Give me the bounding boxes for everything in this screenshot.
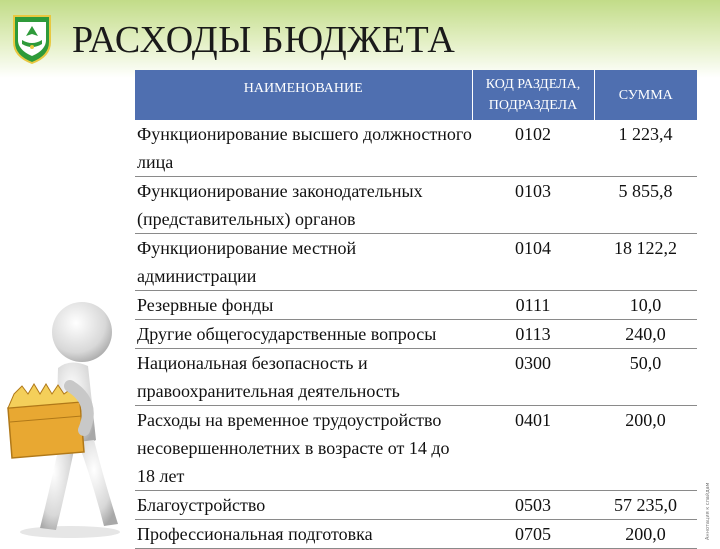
table-row bbox=[135, 120, 697, 177]
table-header-row bbox=[135, 70, 697, 120]
row-name: Благоустройство bbox=[137, 495, 266, 515]
row-name: Расходы на временное трудоустройство несовершеннолетних в возрасте от 14 до 18 лет bbox=[137, 410, 450, 486]
row-sum: 57 235,0 bbox=[614, 495, 677, 515]
row-sum: 18 122,2 bbox=[614, 238, 677, 258]
row-sum: 240,0 bbox=[625, 324, 666, 344]
row-code: 0111 bbox=[515, 295, 551, 315]
table-row bbox=[135, 491, 697, 520]
row-sum: 200,0 bbox=[625, 524, 666, 544]
row-sum: 5 855,8 bbox=[618, 181, 673, 201]
row-code: 0705 bbox=[515, 524, 551, 544]
table-row bbox=[135, 234, 697, 291]
table-row bbox=[135, 291, 697, 320]
person-carrying-box-icon bbox=[0, 290, 135, 540]
row-name: Резервные фонды bbox=[137, 295, 274, 315]
row-sum: 1 223,4 bbox=[618, 124, 673, 144]
row-sum: 10,0 bbox=[629, 295, 662, 315]
row-name: Функционирование местной администрации bbox=[137, 238, 357, 286]
row-name: Другие общегосударственные вопросы bbox=[137, 324, 437, 344]
table-row bbox=[135, 520, 697, 549]
row-name: Национальная безопасность и правоохранительная деятельность bbox=[137, 353, 400, 401]
page-title: РАСХОДЫ БЮДЖЕТА bbox=[72, 19, 456, 61]
row-sum: 200,0 bbox=[625, 410, 666, 430]
header-code: КОД РАЗДЕЛА, ПОДРАЗДЕЛА bbox=[472, 70, 594, 120]
table-row bbox=[135, 177, 697, 234]
row-code: 0103 bbox=[515, 181, 551, 201]
row-code: 0401 bbox=[515, 410, 551, 430]
table-row bbox=[135, 406, 697, 491]
row-name: Функционирование высшего должностного лица bbox=[137, 124, 472, 172]
row-code: 0300 bbox=[515, 353, 551, 373]
budget-table bbox=[135, 70, 697, 549]
table-row bbox=[135, 349, 697, 406]
row-code: 0102 bbox=[515, 124, 551, 144]
coat-of-arms-icon bbox=[12, 14, 52, 64]
row-code: 0104 bbox=[515, 238, 551, 258]
row-name: Профессиональная подготовка bbox=[137, 524, 373, 544]
table-row bbox=[135, 320, 697, 349]
header-name: НАИМЕНОВАНИЕ bbox=[135, 70, 472, 120]
row-code: 0503 bbox=[515, 495, 551, 515]
row-code: 0113 bbox=[515, 324, 551, 344]
row-name: Функционирование законодательных (представительных) органов bbox=[137, 181, 423, 229]
side-label: Аннотация к слайдам bbox=[705, 482, 711, 540]
row-sum: 50,0 bbox=[629, 353, 662, 373]
header-sum: СУММА bbox=[594, 70, 697, 120]
